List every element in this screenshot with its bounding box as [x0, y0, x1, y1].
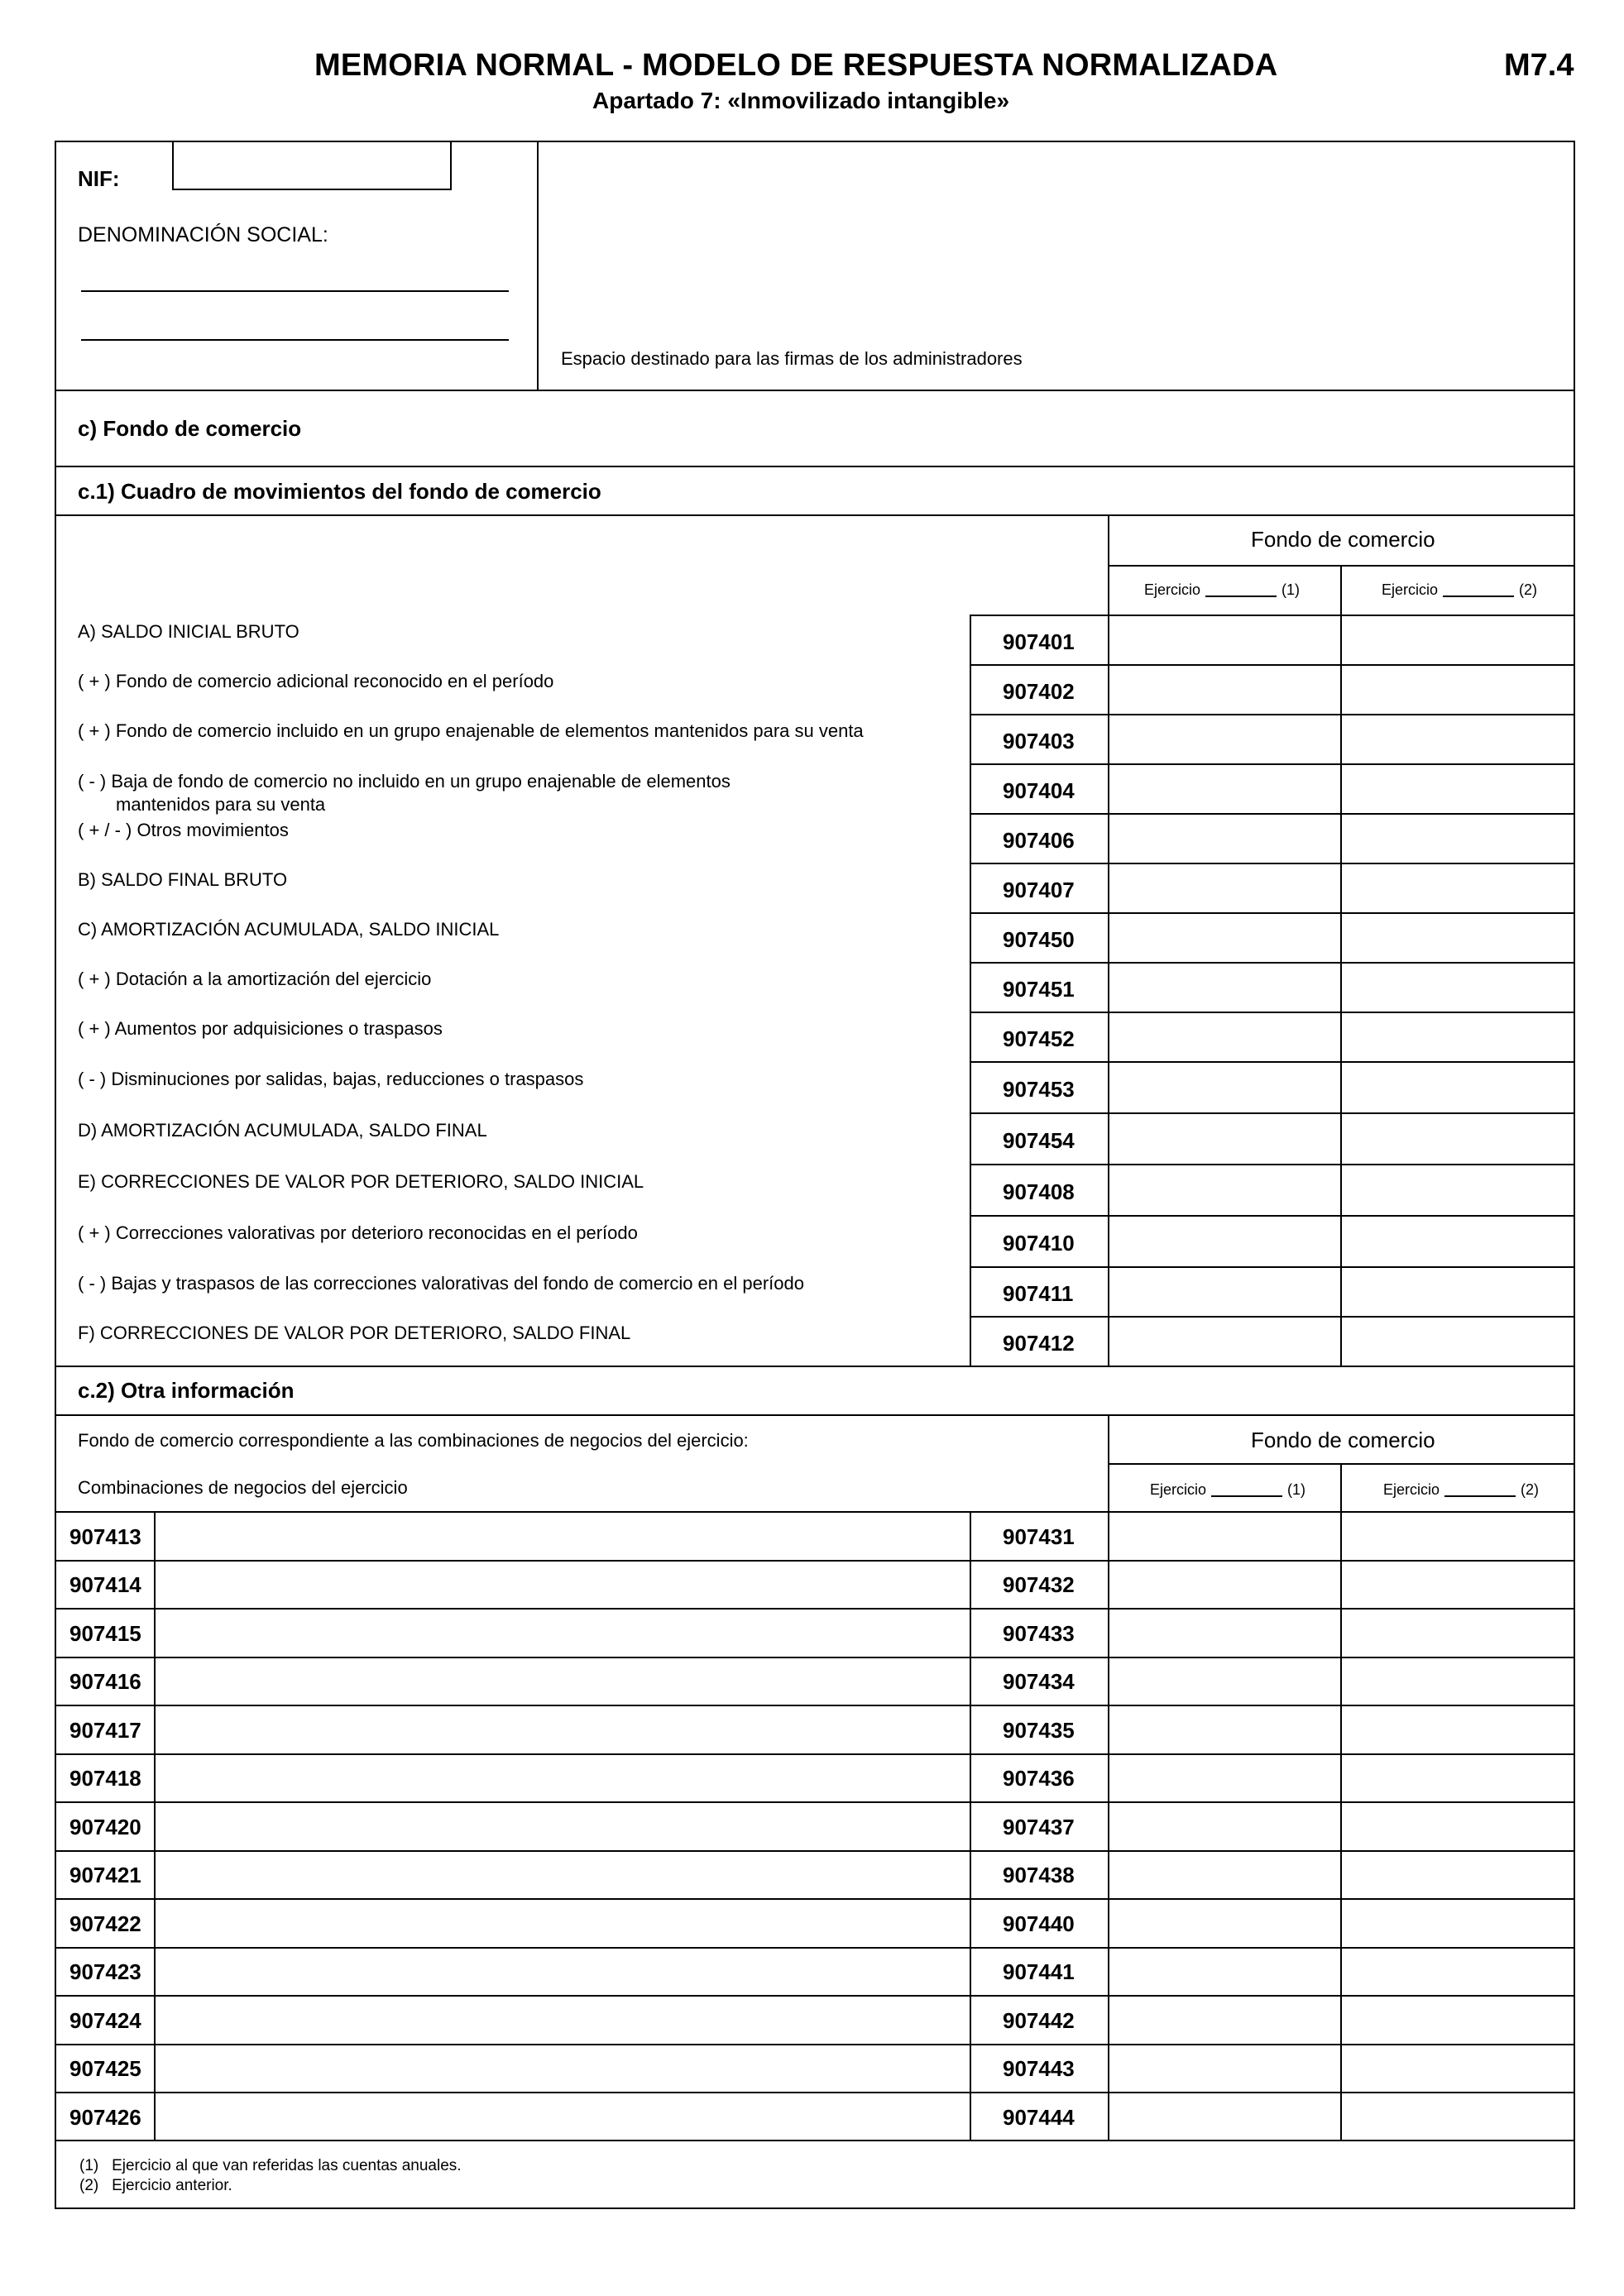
c2-value-current-input[interactable] [1109, 1949, 1340, 1995]
year-blank[interactable] [1205, 582, 1277, 597]
c2-combination-input[interactable] [156, 1755, 969, 1801]
c1-value-current-input[interactable] [1109, 616, 1340, 664]
c2-combination-input[interactable] [156, 1852, 969, 1898]
c2-row-left-code: 907414 [69, 1572, 141, 1597]
c1-value-previous-input[interactable] [1341, 616, 1575, 664]
ejercicio-label: Ejercicio [1150, 1481, 1207, 1498]
year-blank[interactable] [1211, 1482, 1282, 1497]
c2-row-right-code: 907434 [1003, 1669, 1075, 1694]
year-blank[interactable] [1443, 582, 1514, 597]
c2-row-left-code: 907415 [69, 1620, 141, 1646]
c2-row-left-code: 907425 [69, 2056, 141, 2081]
c1-value-current-input[interactable] [1109, 1318, 1340, 1366]
footnote-marker: (1) [79, 2157, 99, 2174]
c2-row-left-code: 907413 [69, 1523, 141, 1549]
section-c1-title: c.1) Cuadro de movimientos del fondo de comercio [78, 479, 601, 504]
c1-row-code: 907411 [1003, 1281, 1074, 1306]
c1-row-code: 907453 [1003, 1077, 1075, 1102]
c1-value-current-input[interactable] [1109, 1063, 1340, 1112]
c2-row-right-code: 907444 [1003, 2104, 1075, 2130]
c2-row-right-code: 907431 [1003, 1523, 1075, 1549]
code-col-divider [970, 615, 971, 1366]
c2-value-current-input[interactable] [1109, 1997, 1340, 2044]
c1-row-code: 907406 [1003, 828, 1075, 853]
c1-row-code: 907451 [1003, 977, 1075, 1002]
c1-row-label: ( + ) Aumentos por adquisiciones o traspasos [78, 1018, 443, 1039]
c1-row-code: 907403 [1003, 729, 1075, 753]
footnote-2 [79, 2178, 232, 2193]
c2-column-header: Fondo de comercio [1251, 1428, 1435, 1452]
note-marker: (1) [1281, 581, 1301, 598]
c2-row-right-code: 907443 [1003, 2056, 1075, 2081]
c2-row-left-code: 907426 [69, 2104, 141, 2130]
c1-row-label: B) SALDO FINAL BRUTO [78, 869, 288, 890]
divider [55, 1414, 1575, 1416]
c1-row-code: 907454 [1003, 1128, 1075, 1153]
c2-value-previous-input[interactable] [1341, 1513, 1575, 1560]
c2-row-right-code: 907442 [1003, 2007, 1075, 2033]
c1-row-label: ( - ) Bajas y traspasos de las correcciones valorativas del fondo de comercio en el período [78, 1273, 804, 1294]
c2-row-left-code: 907423 [69, 1959, 141, 1984]
c2-row-right-code: 907441 [1003, 1959, 1075, 1984]
c2-value-previous-input[interactable] [1341, 1562, 1575, 1608]
c1-value-previous-input[interactable] [1341, 1217, 1575, 1266]
divider [55, 466, 1575, 467]
id-divider [537, 141, 539, 390]
c1-value-current-input[interactable] [1109, 1114, 1340, 1164]
c1-row-code: 907410 [1003, 1231, 1075, 1256]
c2-row-left-code: 907421 [69, 1863, 141, 1887]
c1-row-code: 907452 [1003, 1026, 1075, 1051]
c1-row-label: A) SALDO INICIAL BRUTO [78, 621, 299, 642]
section-c2-title: c.2) Otra información [78, 1378, 295, 1403]
c2-row-left-code: 907416 [69, 1669, 141, 1694]
denominacion-line-2[interactable] [81, 339, 509, 341]
c2-combination-input[interactable] [156, 1706, 969, 1753]
footnote-1 [79, 2158, 462, 2174]
c1-row-code: 907450 [1003, 927, 1075, 952]
c2-value-previous-input[interactable] [1341, 2045, 1575, 2092]
c2-value-current-input[interactable] [1109, 1610, 1340, 1657]
c1-value-previous-input[interactable] [1341, 1114, 1575, 1164]
c2-row-left-code: 907422 [69, 1911, 141, 1936]
divider [55, 1366, 1575, 1367]
c2-combination-input[interactable] [156, 1658, 969, 1705]
c2-row-right-code: 907435 [1003, 1717, 1075, 1743]
c2-value-current-input[interactable] [1109, 1562, 1340, 1608]
c2-value-current-input[interactable] [1109, 2045, 1340, 2092]
c1-value-current-input[interactable] [1109, 864, 1340, 912]
c1-row-label: F) CORRECCIONES DE VALOR POR DETERIORO, SALDO FINAL [78, 1323, 631, 1343]
c2-row-left-code: 907420 [69, 1814, 141, 1839]
divider [55, 514, 1575, 516]
section-c-title: c) Fondo de comercio [78, 416, 302, 441]
c1-value-previous-input[interactable] [1341, 1268, 1575, 1316]
c1-value-current-input[interactable] [1109, 1268, 1340, 1316]
c2-code-divider [970, 1511, 971, 2141]
c2-value-previous-input[interactable] [1341, 1949, 1575, 1995]
nif-label: NIF: [78, 166, 120, 191]
c2-value-current-input[interactable] [1109, 1852, 1340, 1898]
c2-combination-input[interactable] [156, 1562, 969, 1608]
c1-row-label: ( - ) Disminuciones por salidas, bajas, reducciones o traspasos [78, 1069, 584, 1089]
c1-value-previous-input[interactable] [1341, 964, 1575, 1012]
c1-value-previous-input[interactable] [1341, 1063, 1575, 1112]
c1-value-current-input[interactable] [1109, 1217, 1340, 1266]
c1-row-code: 907407 [1003, 878, 1075, 902]
c2-value-previous-input[interactable] [1341, 1658, 1575, 1705]
page-title: MEMORIA NORMAL - MODELO DE RESPUESTA NORMALIZADA [314, 48, 1278, 83]
c2-value-current-input[interactable] [1109, 1706, 1340, 1753]
c2-combination-input[interactable] [156, 2045, 969, 2092]
c1-ejercicio-1[interactable] [1144, 582, 1300, 597]
c1-row-label: D) AMORTIZACIÓN ACUMULADA, SALDO FINAL [78, 1120, 487, 1141]
ejercicio-label: Ejercicio [1144, 581, 1201, 598]
page-subtitle: Apartado 7: «Inmovilizado intangible» [592, 88, 1010, 113]
c1-value-current-input[interactable] [1109, 666, 1340, 714]
denominacion-label: DENOMINACIÓN SOCIAL: [78, 223, 328, 246]
c1-row-label [78, 770, 731, 816]
c1-row-label: E) CORRECCIONES DE VALOR POR DETERIORO, SALDO INICIAL [78, 1171, 644, 1192]
footnote-text: Ejercicio anterior. [112, 2177, 232, 2194]
c1-value-current-input[interactable] [1109, 914, 1340, 962]
c1-value-previous-input[interactable] [1341, 765, 1575, 813]
note-marker: (1) [1287, 1481, 1306, 1498]
c2-ejercicio-1[interactable] [1150, 1482, 1305, 1497]
c2-value-previous-input[interactable] [1341, 1852, 1575, 1898]
c1-row-code: 907408 [1003, 1179, 1075, 1204]
ejercicio-label: Ejercicio [1383, 1481, 1440, 1498]
c2-value-previous-input[interactable] [1341, 1900, 1575, 1947]
c1-value-previous-input[interactable] [1341, 666, 1575, 714]
c2-value-previous-input[interactable] [1341, 1706, 1575, 1753]
c2-row-left-code: 907424 [69, 2007, 141, 2033]
denominacion-line-1[interactable] [81, 290, 509, 292]
c2-value-current-input[interactable] [1109, 1803, 1340, 1850]
c2-ejercicio-2[interactable] [1383, 1482, 1539, 1497]
c2-row-right-code: 907432 [1003, 1572, 1075, 1597]
nif-input-box[interactable] [172, 141, 452, 190]
c2-combination-input[interactable] [156, 1900, 969, 1947]
c2-combination-input[interactable] [156, 1803, 969, 1850]
c2-combination-input[interactable] [156, 1610, 969, 1657]
c1-row-label: ( + ) Fondo de comercio adicional reconocido en el período [78, 671, 554, 691]
c1-row-label: ( + ) Correcciones valorativas por deterioro reconocidas en el período [78, 1222, 638, 1243]
note-marker: (2) [1521, 1481, 1540, 1498]
c1-value-current-input[interactable] [1109, 1165, 1340, 1215]
c1-value-previous-input[interactable] [1341, 715, 1575, 763]
firmas-label: Espacio destinado para las firmas de los administradores [561, 348, 1023, 369]
note-marker: (2) [1519, 581, 1538, 598]
c1-value-previous-input[interactable] [1341, 1013, 1575, 1061]
c1-value-current-input[interactable] [1109, 1013, 1340, 1061]
footnote-marker: (2) [79, 2177, 99, 2194]
c1-row-label: ( + ) Fondo de comercio incluido en un grupo enajenable de elementos mantenidos para su venta [78, 720, 864, 741]
ejercicio-label: Ejercicio [1382, 581, 1439, 598]
c1-value-previous-input[interactable] [1341, 864, 1575, 912]
c1-value-previous-input[interactable] [1341, 914, 1575, 962]
c2-value-current-input[interactable] [1109, 2093, 1340, 2141]
c2-value-previous-input[interactable] [1341, 1610, 1575, 1657]
form-code: M7.4 [1504, 48, 1574, 83]
c1-row-code: 907412 [1003, 1331, 1075, 1356]
footnote-text: Ejercicio al que van referidas las cuentas anuales. [112, 2157, 462, 2174]
c1-value-current-input[interactable] [1109, 715, 1340, 763]
c2-value-previous-input[interactable] [1341, 2093, 1575, 2141]
c2-row-left-code: 907418 [69, 1766, 141, 1791]
c1-row-label: ( + / - ) Otros movimientos [78, 820, 289, 840]
c2-intro: Fondo de comercio correspondiente a las combinaciones de negocios del ejercicio: [78, 1430, 749, 1451]
c1-row-label-line: mantenidos para su venta [116, 794, 326, 815]
c2-combination-input[interactable] [156, 2093, 969, 2141]
c2-combination-input[interactable] [156, 1513, 969, 1560]
c2-value-current-input[interactable] [1109, 1513, 1340, 1560]
divider [55, 390, 1575, 391]
divider [55, 2140, 1575, 2141]
c2-value-previous-input[interactable] [1341, 1997, 1575, 2044]
c2-combination-input[interactable] [156, 1949, 969, 1995]
c1-row-code: 907402 [1003, 679, 1075, 704]
c1-row-code: 907401 [1003, 629, 1075, 654]
c2-value-previous-input[interactable] [1341, 1755, 1575, 1801]
c1-column-header: Fondo de comercio [1251, 527, 1435, 552]
year-blank[interactable] [1444, 1482, 1516, 1497]
c1-value-current-input[interactable] [1109, 964, 1340, 1012]
c1-value-previous-input[interactable] [1341, 1165, 1575, 1215]
c2-row-left-code: 907417 [69, 1717, 141, 1743]
c2-combination-input[interactable] [156, 1997, 969, 2044]
c1-row-label-line: ( - ) Baja de fondo de comercio no incluido en un grupo enajenable de elementos [78, 771, 731, 792]
c1-row-label: C) AMORTIZACIÓN ACUMULADA, SALDO INICIAL [78, 919, 500, 940]
c1-row-code: 907404 [1003, 778, 1075, 803]
c1-value-current-input[interactable] [1109, 815, 1340, 863]
c2-row-right-code: 907436 [1003, 1766, 1075, 1791]
c2-row-right-code: 907437 [1003, 1814, 1075, 1839]
c1-ejercicio-2[interactable] [1382, 582, 1537, 597]
c2-row-right-code: 907440 [1003, 1911, 1075, 1936]
c2-value-previous-input[interactable] [1341, 1803, 1575, 1850]
c2-row-right-code: 907438 [1003, 1863, 1075, 1887]
divider [1108, 565, 1575, 567]
c1-value-current-input[interactable] [1109, 765, 1340, 813]
c2-row-right-code: 907433 [1003, 1620, 1075, 1646]
c2-value-current-input[interactable] [1109, 1755, 1340, 1801]
c2-sublabel: Combinaciones de negocios del ejercicio [78, 1477, 408, 1498]
c1-value-previous-input[interactable] [1341, 1318, 1575, 1366]
c1-row-label: ( + ) Dotación a la amortización del ejercicio [78, 969, 432, 989]
c1-value-previous-input[interactable] [1341, 815, 1575, 863]
c2-value-current-input[interactable] [1109, 1900, 1340, 1947]
c2-value-current-input[interactable] [1109, 1658, 1340, 1705]
